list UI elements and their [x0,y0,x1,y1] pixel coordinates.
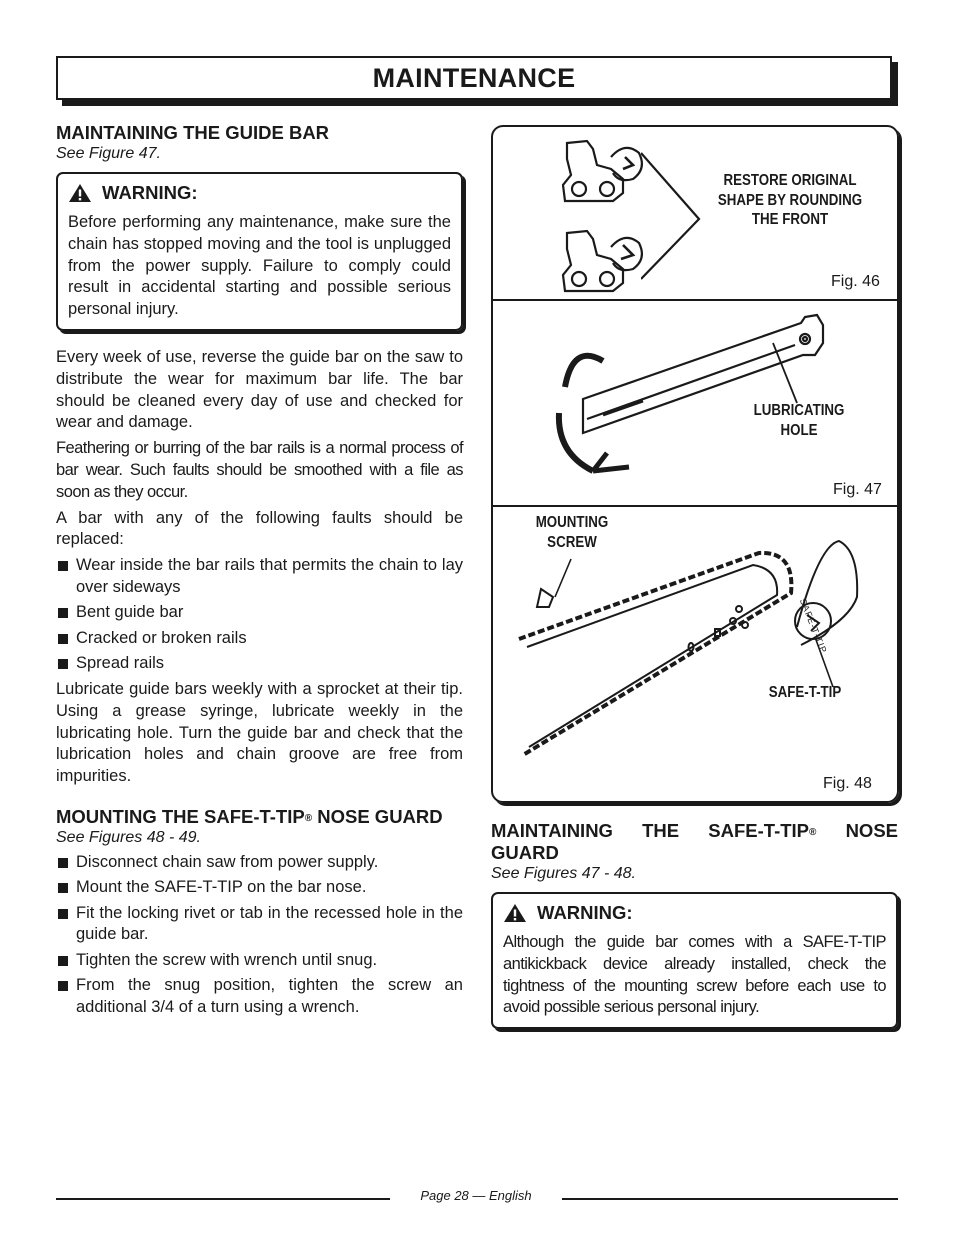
maint-tip-figure-ref: See Figures 47 - 48. [491,865,636,882]
maint-tip-heading [491,820,898,864]
page-title: MAINTENANCE [372,62,576,93]
callout-line: SCREW [547,533,597,551]
paragraph: Lubricate guide bars weekly with a sprocket at their tip. Using a grease syringe, lubricate weekly in the lubricating hole. Turn the guide bar and check that the lubrication holes and chain groove are free from impurities. [56,679,463,786]
bracket-pointer [641,147,711,287]
figure-divider [493,505,897,507]
safe-t-tip-stamp: SAFE-T-TIP [797,597,829,656]
warning-box [491,892,898,1029]
fig48-label: Fig. 48 [823,775,872,792]
list-item: From the snug position, tighten the screw an additional 3/4 of a turn using a wrench. [56,975,463,1019]
list-item: Spread rails [56,653,463,675]
callout-line: LUBRICATING [753,402,845,419]
guide-bar-heading: MAINTAINING THE GUIDE BAR [56,122,330,143]
mount-heading-part-b: NOSE GUARD [317,805,443,827]
callout-line: SHAPE BY ROUNDING [717,191,863,209]
mount-heading [56,806,463,828]
warning-header [68,182,451,204]
registered-mark: ® [304,812,313,824]
list-item: Tighten the screw with wrench until snug. [56,950,463,972]
paragraph: A bar with any of the following faults should be replaced: [56,508,463,549]
page-header [56,56,892,100]
header-box [56,56,892,100]
fig47-label: Fig. 47 [833,481,882,498]
callout-line: MOUNTING [535,514,609,531]
callout-line: RESTORE ORIGINAL [723,172,857,189]
list-item: Cracked or broken rails [56,628,463,650]
warning-title: WARNING: [102,182,198,203]
list-item: Fit the locking rivet or tab in the recessed hole in the guide bar. [56,903,463,947]
warning-title: WARNING: [537,902,633,923]
list-item: Bent guide bar [56,602,463,624]
right-column [491,820,898,1045]
mount-steps-list [56,852,463,1019]
registered-mark: ® [809,827,817,838]
maint-tip-heading-part-b: NOSE GUARD [491,820,898,863]
guide-bar-figure-ref: See Figure 47. [56,145,161,162]
fig48-tip-callout: SAFE-T-TIP [768,684,842,701]
paragraph: Feathering or burring of the bar rails is a normal process of bar wear. Such faults should be smoothed with a file as soon as they occur. [56,439,463,501]
fig46-callout [708,171,871,230]
footer-rule-left [56,1198,390,1200]
fig47-callout [742,401,856,440]
warning-box [56,172,463,331]
callout-line: THE FRONT [751,211,829,228]
warning-text: Before performing any maintenance, make sure the chain has stopped moving and the tool is unplugged from the power supply. Failure to comply could result in accidental starting and possible serious personal injury. [68,213,451,319]
warning-icon [68,183,92,203]
footer-rule-right [562,1198,898,1200]
list-item: Mount the SAFE-T-TIP on the bar nose. [56,877,463,899]
figure-panel [491,125,899,803]
warning-icon [503,903,527,923]
fault-list [56,555,463,675]
maint-tip-heading-part-a: MAINTAINING THE SAFE-T-TIP [491,820,810,841]
mount-heading-part-a: MOUNTING THE SAFE-T-TIP [56,805,305,827]
warning-header [503,902,886,924]
paragraph: Every week of use, reverse the guide bar on the saw to distribute the wear for maximum bar life. The bar should be cleaned every day of use and checked for wear and damage. [56,347,463,432]
list-item: Wear inside the bar rails that permits the chain to lay over sideways [56,555,463,599]
fig46-label: Fig. 46 [831,273,880,290]
mount-figure-ref: See Figures 48 - 49. [56,828,201,846]
page-footer: Page 28 — English [420,1188,532,1203]
left-column [56,122,463,1023]
warning-text: Although the guide bar comes with a SAFE-T-TIP antikickback device already installed, check the tightness of the mounting screw before each use to avoid possible serious personal injury. [503,933,886,1017]
list-item: Disconnect chain saw from power supply. [56,852,463,874]
figure-divider [493,299,897,301]
chain-bar-illustration [509,537,869,777]
callout-line: HOLE [780,421,818,439]
